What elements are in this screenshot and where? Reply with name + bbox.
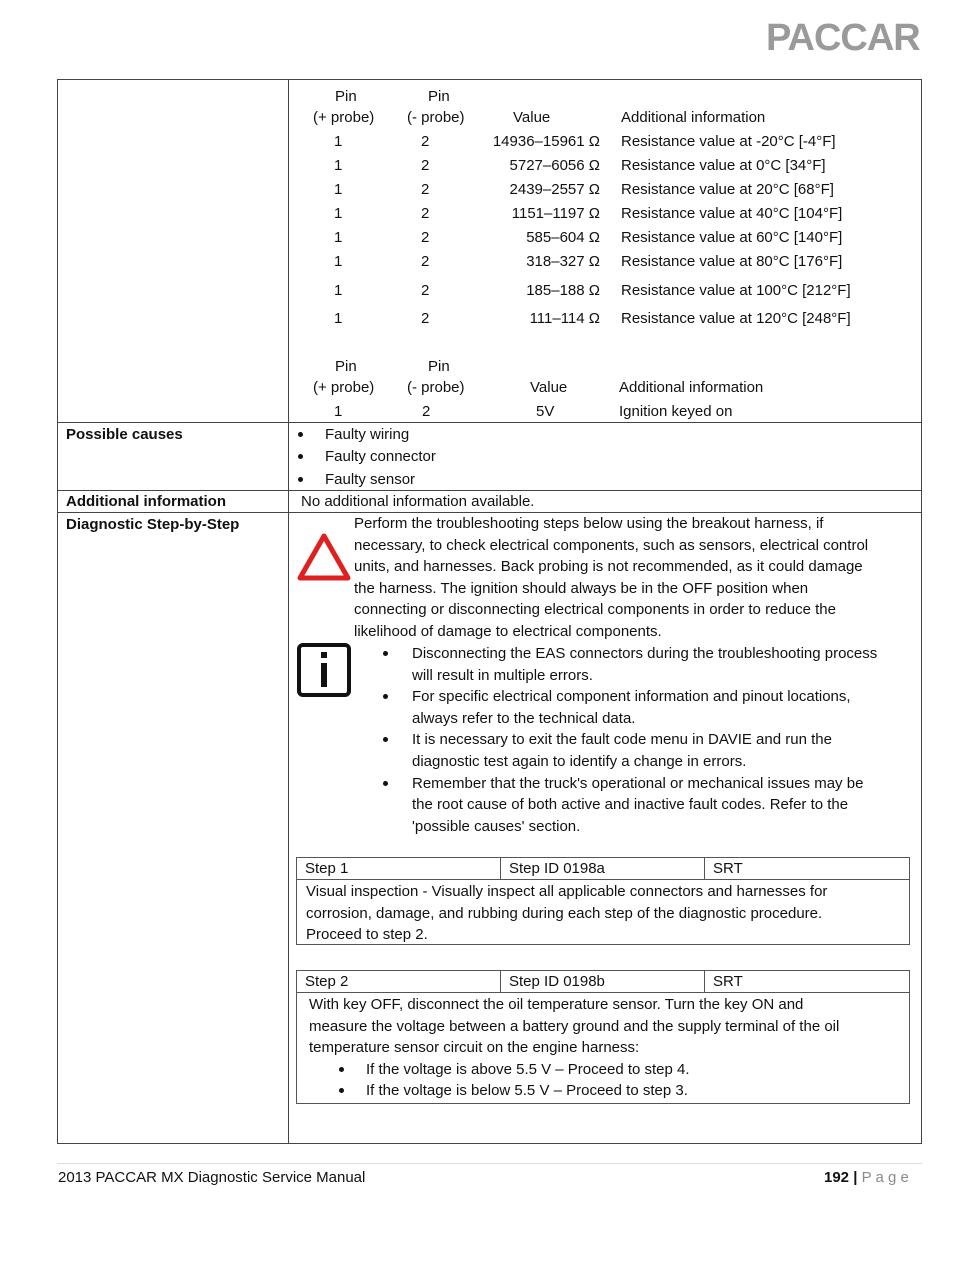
info-bullet-line: the root cause of both active and inactive fault codes. Refer to the	[412, 796, 849, 814]
step-2-body	[297, 993, 909, 1102]
possible-causes-label: Possible causes	[66, 426, 183, 443]
step-1-body	[297, 880, 909, 946]
page-number	[824, 1169, 909, 1187]
info-bullet-line: 'possible causes' section.	[412, 817, 581, 835]
bullet	[383, 651, 388, 656]
page-number-value: 192	[824, 1169, 850, 1186]
info-bullet-line: For specific electrical component information and pinout locations,	[412, 688, 851, 706]
pin-plus-cell: 1	[334, 133, 343, 150]
step-srt: SRT	[713, 860, 743, 877]
value-cell: 585–604 Ω	[526, 229, 600, 246]
step-number: Step 1	[297, 858, 501, 879]
step-srt: SRT	[713, 973, 743, 990]
info-bullet-line: diagnostic test again to identify a change in errors.	[412, 753, 747, 770]
info-cell: Resistance value at 60°C [140°F]	[621, 229, 843, 246]
pin-minus-cell: 2	[421, 181, 430, 198]
row-divider	[57, 422, 922, 423]
info-cell: Resistance value at 20°C [68°F]	[621, 181, 834, 198]
pin-minus-cell: 2	[421, 133, 430, 150]
footer-rule	[57, 1163, 922, 1164]
value-cell: 318–327 Ω	[526, 253, 600, 270]
pin-minus-cell: 2	[421, 282, 430, 299]
page-separator: |	[853, 1169, 858, 1186]
info-header: Additional information	[621, 109, 766, 126]
table-bottom-border	[57, 1143, 922, 1144]
table-cell: 5V	[536, 403, 555, 420]
warning-line: likelihood of damage to electrical components.	[354, 623, 662, 640]
bullet	[298, 454, 303, 459]
table-left-border	[57, 79, 58, 1144]
bullet	[298, 477, 303, 482]
bullet	[383, 694, 388, 699]
pin-plus-cell: 1	[334, 253, 343, 270]
list-item	[309, 1080, 909, 1102]
value-cell: 111–114 Ω	[529, 310, 600, 327]
step-id: Step ID 0198b	[501, 971, 705, 992]
bullet	[383, 781, 388, 786]
warning-line: the harness. The ignition should always be in the OFF position when	[354, 579, 809, 597]
pin-plus-cell: 1	[334, 205, 343, 222]
bullet	[383, 737, 388, 742]
step-text: Proceed to step 2.	[306, 926, 428, 944]
value-header: Value	[513, 109, 551, 126]
bullet	[339, 1067, 344, 1072]
pin-plus-cell: 1	[334, 157, 343, 174]
list-item: Faulty wiring	[325, 426, 410, 443]
page-word: P a g e	[861, 1169, 909, 1186]
pin-header: Pin	[335, 88, 357, 105]
pin-header: Pin	[428, 88, 450, 105]
step-text: corrosion, damage, and rubbing during each step of the diagnostic procedure.	[306, 904, 823, 922]
minus-probe-header: (- probe)	[407, 379, 465, 396]
list-item: Faulty sensor	[325, 471, 416, 488]
step-bullet-text: If the voltage is below 5.5 V – Proceed to step 3.	[366, 1082, 688, 1100]
info-cell: Resistance value at 0°C [34°F]	[621, 157, 826, 174]
step-number: Step 2	[297, 971, 501, 992]
additional-info-label: Additional information	[66, 493, 226, 510]
info-cell: Resistance value at 40°C [104°F]	[621, 205, 843, 222]
list-item	[309, 1059, 909, 1081]
pin-minus-cell: 2	[421, 229, 430, 246]
step-text: measure the voltage between a battery ground and the supply terminal of the oil	[309, 1017, 840, 1035]
warning-line: necessary, to check electrical components, such as sensors, electrical control	[354, 536, 869, 554]
info-bullet-line: It is necessary to exit the fault code menu in DAVIE and run the	[412, 731, 832, 749]
info-bullet-line: Disconnecting the EAS connectors during the troubleshooting process	[412, 645, 878, 662]
pin-minus-cell: 2	[421, 310, 430, 327]
pin-minus-cell: 2	[421, 157, 430, 174]
info-bullet-line: Remember that the truck's operational or mechanical issues may be	[412, 774, 864, 792]
table-cell: 2	[422, 403, 431, 420]
info-cell: Resistance value at 100°C [212°F]	[621, 282, 851, 299]
info-cell: Resistance value at 80°C [176°F]	[621, 253, 843, 270]
pin-plus-cell: 1	[334, 282, 343, 299]
step-text: Visual inspection - Visually inspect all applicable connectors and harnesses for	[306, 883, 828, 900]
info-bullet-line: always refer to the technical data.	[412, 709, 636, 727]
plus-probe-header: (+ probe)	[313, 379, 375, 396]
step-bullet-text: If the voltage is above 5.5 V – Proceed to step 4.	[366, 1060, 690, 1078]
value-header: Value	[530, 379, 568, 396]
additional-info-text: No additional information available.	[301, 493, 535, 510]
row-divider	[57, 512, 922, 513]
table-cell: Ignition keyed on	[619, 403, 733, 420]
pin-minus-cell: 2	[421, 253, 430, 270]
value-cell: 1151–1197 Ω	[511, 205, 600, 222]
info-cell: Resistance value at 120°C [248°F]	[621, 310, 851, 327]
pin-plus-cell: 1	[334, 181, 343, 198]
info-bullet-line: will result in multiple errors.	[412, 666, 593, 684]
pin-plus-cell: 1	[334, 229, 343, 246]
step-text: With key OFF, disconnect the oil temperature sensor. Turn the key ON and	[309, 996, 804, 1013]
bullet	[298, 432, 303, 437]
info-cell: Resistance value at -20°C [-4°F]	[621, 133, 836, 150]
value-cell: 14936–15961 Ω	[492, 133, 600, 150]
info-icon	[296, 642, 352, 698]
step-id: Step ID 0198a	[501, 858, 705, 879]
minus-probe-header: (- probe)	[407, 109, 465, 126]
step-1-box	[296, 857, 910, 945]
warning-line: Perform the troubleshooting steps below using the breakout harness, if	[354, 515, 824, 532]
row-divider	[57, 490, 922, 491]
table-top-border	[57, 79, 922, 80]
info-header: Additional information	[619, 379, 764, 396]
value-cell: 5727–6056 Ω	[509, 157, 600, 174]
pin-header: Pin	[335, 358, 357, 375]
step-2-box	[296, 970, 910, 1104]
value-cell: 2439–2557 Ω	[509, 181, 600, 198]
warning-icon	[296, 531, 352, 583]
pin-minus-cell: 2	[421, 205, 430, 222]
table-right-border	[921, 79, 922, 1144]
column-divider	[288, 79, 289, 1144]
pin-plus-cell: 1	[334, 310, 343, 327]
footer-title: 2013 PACCAR MX Diagnostic Service Manual	[58, 1169, 366, 1186]
diagnostic-label: Diagnostic Step-by-Step	[66, 516, 240, 533]
list-item: Faulty connector	[325, 448, 436, 465]
table-cell: 1	[334, 403, 343, 420]
paccar-logo: PACCAR	[766, 17, 920, 59]
warning-line: units, and harnesses. Back probing is not recommended, as it could damage	[354, 558, 863, 576]
plus-probe-header: (+ probe)	[313, 109, 375, 126]
value-cell: 185–188 Ω	[526, 282, 600, 299]
bullet	[339, 1088, 344, 1093]
pin-header: Pin	[428, 358, 450, 375]
warning-line: connecting or disconnecting electrical components in order to reduce the	[354, 601, 836, 619]
step-text: temperature sensor circuit on the engine harness:	[309, 1039, 640, 1057]
